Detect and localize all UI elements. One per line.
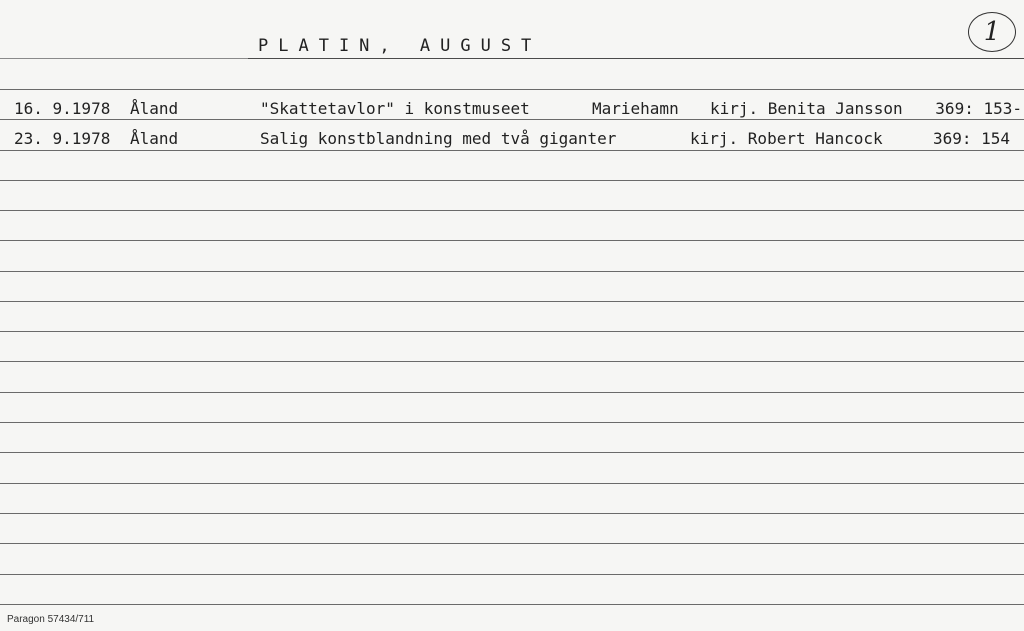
ruled-line xyxy=(0,271,1024,272)
entry-place: Åland xyxy=(130,129,179,148)
entry-title: Salig konstblandning med två giganter xyxy=(260,129,617,148)
ruled-line xyxy=(0,301,1024,302)
entry-author: kirj. Benita Jansson xyxy=(710,99,903,118)
card-number-circle: 1 xyxy=(968,12,1016,52)
entry-date: 16. 9.1978 xyxy=(14,99,111,118)
entry-reference: 369: 153- xyxy=(935,99,1022,118)
entry-place: Åland xyxy=(130,99,179,118)
card-title: PLATIN, AUGUST xyxy=(258,36,542,56)
entry-reference: 369: 154 xyxy=(932,129,1010,148)
entry-title: "Skattetavlor" i konstmuseet xyxy=(260,99,530,118)
ruled-line xyxy=(0,452,1024,453)
ruled-line xyxy=(0,483,1024,484)
ruled-line xyxy=(0,210,1024,211)
ruled-line xyxy=(0,574,1024,575)
ruled-line xyxy=(0,604,1024,605)
entry-city: Mariehamn xyxy=(592,99,679,118)
ruled-line xyxy=(0,422,1024,423)
ruled-line xyxy=(0,240,1024,241)
ruled-line xyxy=(0,392,1024,393)
ruled-line xyxy=(0,361,1024,362)
entry-row xyxy=(0,125,1024,151)
ruled-line xyxy=(0,513,1024,514)
entry-row xyxy=(0,95,1024,121)
card-footer-print: Paragon 57434/711 xyxy=(7,614,95,625)
header-rule-left xyxy=(0,58,248,59)
header-rule xyxy=(248,58,1024,59)
ruled-line xyxy=(0,331,1024,332)
ruled-line xyxy=(0,89,1024,90)
ruled-line xyxy=(0,180,1024,181)
entry-date: 23. 9.1978 xyxy=(14,129,111,148)
ruled-line xyxy=(0,543,1024,544)
entry-author: kirj. Robert Hancock xyxy=(690,129,883,148)
